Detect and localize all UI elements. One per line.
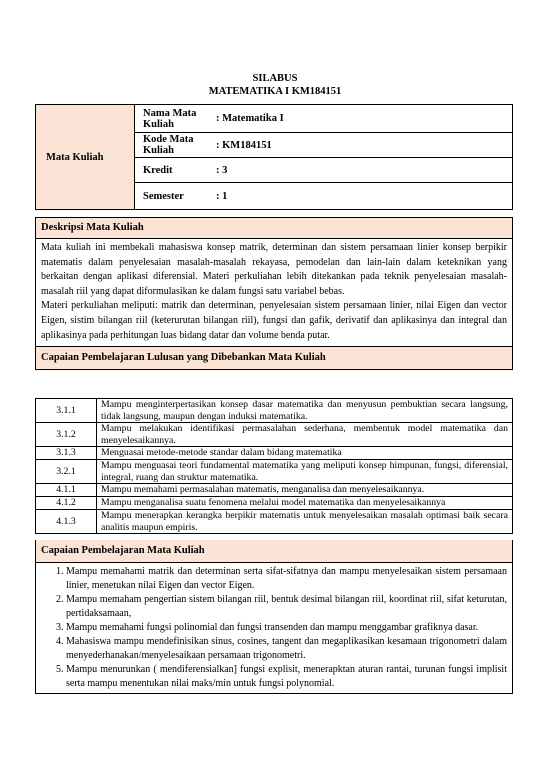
course-info-label: Mata Kuliah bbox=[36, 105, 135, 210]
course-material-paragraph: Materi perkuliahan meliputi: matrik dan determinan, penyelesaian sistem persamaan linier, nilai Eigen dan vector Eigen, sistim bilangan riil (keterurutan bilangan riil), fungsi dan gafik, derivatif dan aplikasinya dan integral dan aplikasinya pada perhitungan luas bidang datar dan volume benda putar. bbox=[41, 300, 507, 341]
document-title-line2: MATEMATIKA I KM184151 bbox=[208, 86, 342, 97]
course-info-key: Nama Mata Kuliah bbox=[135, 105, 213, 133]
course-info-value: : Matematika I bbox=[212, 105, 513, 133]
cpl-description: Mampu menerapkan kerangka berpikir matematis untuk menyelesaikan masalah optimasi baik secara analitis maupun empiris. bbox=[97, 510, 513, 534]
cpl-table bbox=[35, 398, 513, 534]
cpl-code: 3.1.3 bbox=[36, 447, 97, 460]
cpl-description: Mampu melakukan identifikasi permasalahan sederhana, membentuk model matematika dan menyelesaikannya. bbox=[97, 423, 513, 447]
course-info-value: : 1 bbox=[212, 183, 513, 210]
course-info-key: Semester bbox=[135, 183, 213, 210]
cpl-description: Mampu menginterpertasikan konsep dasar matematika dan menyusun pembuktian secara langsung, tidak langsung, maupun dengan induksi matematika. bbox=[97, 399, 513, 423]
cpl-description: Mampu menguasai teori fundamental matematika yang meliputi konsep himpunan, fungsi, diferensial, integral, ruang dan struktur matematika. bbox=[97, 460, 513, 484]
cpl-description: Mampu menganalisa suatu fenomena melalui model matematika dan menyelesaikannya bbox=[97, 497, 513, 510]
cpmk-list bbox=[36, 563, 512, 693]
cpl-code: 3.2.1 bbox=[36, 460, 97, 484]
cpl-description: Mampu memahami permasalahan matematis, menganalisa dan menyelesaikannya. bbox=[97, 484, 513, 497]
cpl-heading: Capaian Pembelajaran Lulusan yang Dibebankan Mata Kuliah bbox=[36, 346, 512, 369]
course-description-heading: Deskripsi Mata Kuliah bbox=[36, 218, 512, 239]
course-info-table bbox=[35, 104, 513, 210]
course-info-key: Kode Mata Kuliah bbox=[135, 133, 213, 158]
cpmk-item: 3. Mampu memahami fungsi polinomial dan fungsi transenden dan mampu menggambar grafiknya dasar. bbox=[66, 621, 507, 635]
cpl-description: Menguasai metode-metode standar dalam bidang matematika bbox=[97, 447, 513, 460]
cpmk-heading: Capaian Pembelajaran Mata Kuliah bbox=[36, 540, 512, 563]
cpmk-section bbox=[35, 540, 513, 694]
document-title-line1: SILABUS bbox=[252, 73, 298, 84]
cpl-code: 3.1.1 bbox=[36, 399, 97, 423]
cpl-code: 4.1.3 bbox=[36, 510, 97, 534]
course-description-paragraph: Mata kuliah ini membekali mahasiswa konsep matrik, determinan dan sistem persamaan linier konsep berpikir matematis dalam penyelesaian masalah-masalah rekayasa, pemodelan dan lain-lain dalam keteknikan yang berkaitan dengan aplikasi diferensial. Materi perkuliahan lebih ditekankan pada teknik penyelesaian masalah-masalah riil yang dapat diformulasikan ke dalam fungsi satu variabel bebas. bbox=[41, 242, 507, 297]
cpmk-item: 2. Mampu memaham pengertian sistem bilangan riil, bentuk desimal bilangan riil, koordinat riil, sifat keturutan, pertidaksamaan, bbox=[66, 593, 507, 621]
cpmk-item: 4. Mahasiswa mampu mendefinisikan sinus, cosines, tangent dan megaplikasikan kesamaan trigonometri dalam menyederhanakan/menyelesaikaan persamaan trigonometri. bbox=[66, 635, 507, 663]
cpl-code: 4.1.1 bbox=[36, 484, 97, 497]
cpl-code: 4.1.2 bbox=[36, 497, 97, 510]
course-info-value: : KM184151 bbox=[212, 133, 513, 158]
course-description-section bbox=[35, 217, 513, 370]
cpl-code: 3.1.2 bbox=[36, 423, 97, 447]
cpmk-item: 1. Mampu memahami matrik dan determinan serta sifat-sifatnya dan mampu menyelesaikan sistem persamaan linier, menetukan nilai Eigen dan vector Eigen. bbox=[66, 565, 507, 593]
cpmk-item: 5. Mampu menurunkan ( mendiferensialkan] fungsi explisit, menerapktan aturan rantai, turunan fungsi implisit serta mampu menentukan nilai maks/min untuk fungsi polynomial. bbox=[66, 663, 507, 691]
course-info-key: Kredit bbox=[135, 158, 213, 183]
course-info-value: : 3 bbox=[212, 158, 513, 183]
